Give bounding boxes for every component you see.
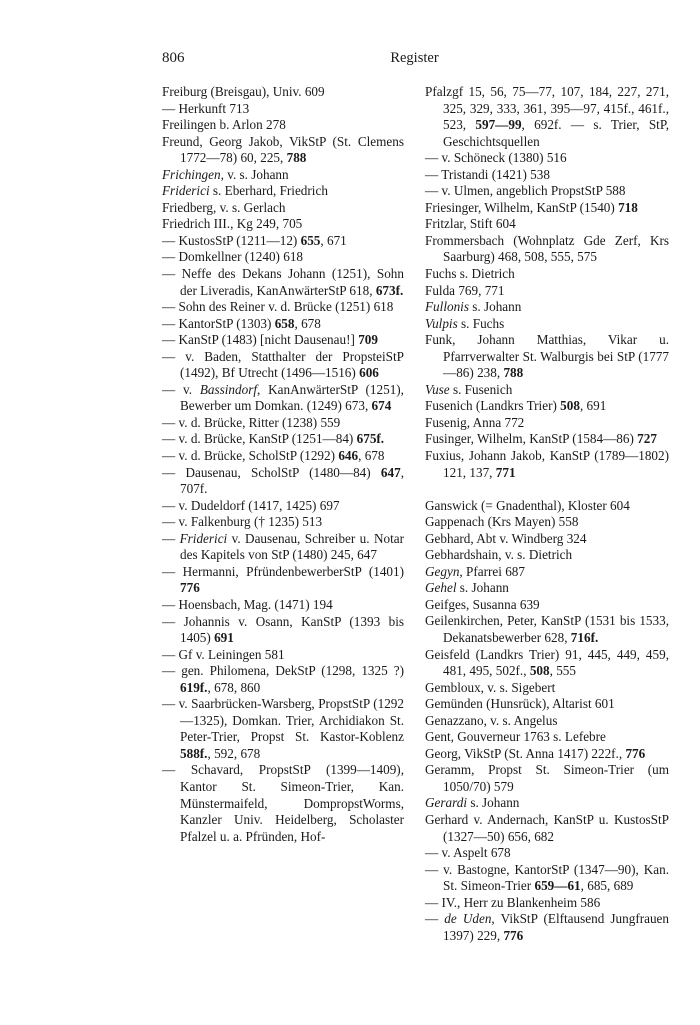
index-entry: — Tristandi (1421) 538 xyxy=(425,166,550,182)
index-entry: Geilenkirchen, Peter, KanStP (1531 bis 1533, Dekanatsbewerber 628, 716f. xyxy=(425,613,669,645)
index-entry: Gappenach (Krs Mayen) 558 xyxy=(425,514,579,530)
index-entry: Vulpis s. Fuchs xyxy=(425,315,505,331)
index-entry: Freund, Georg Jakob, VikStP (St. Clemens 1772—78) 60, 225, 788 xyxy=(162,133,404,166)
index-entry: — Friderici v. Dausenau, Schreiber u. Notar des Kapitels von StP (1480) 245, 647 xyxy=(162,530,404,563)
index-entry: — Neffe des Dekans Johann (1251), Sohn der Liveradis, KanAnwärterStP 618, 673f. xyxy=(162,266,404,298)
index-entry: — gen. Philomena, DekStP (1298, 1325 ?) 619f., 678, 860 xyxy=(162,663,404,695)
index-entry: Frichingen, v. s. Johann xyxy=(162,166,289,182)
index-entry: — v. Dudeldorf (1417, 1425) 697 xyxy=(162,497,340,513)
index-entry: — v. d. Brücke, KanStP (1251—84) 675f. xyxy=(162,431,385,447)
index-entry: Fusinger, Wilhelm, KanStP (1584—86) 727 xyxy=(425,431,657,447)
index-entry: Gehel s. Johann xyxy=(425,580,509,596)
page-number: 806 xyxy=(162,50,185,66)
index-entry: Vuse s. Fusenich xyxy=(425,381,513,397)
index-entry: — de Uden, VikStP (Elftausend Jungfrauen 1397) 229, 776 xyxy=(425,911,669,943)
index-entry: Gent, Gouverneur 1763 s. Lefebre xyxy=(425,729,606,745)
index-entry: — Schavard, PropstStP (1399—1409), Kantor St. Simeon-Trier, Kan. Münstermaifeld, DompropstWorms, Kanzler Univ. Heidelberg, Scholaster Pfalzel u. a. Pfründen, Hof- xyxy=(162,762,404,844)
index-entry: — KantorStP (1303) 658, 678 xyxy=(162,315,321,331)
index-entry: Fusenig, Anna 772 xyxy=(425,414,525,430)
index-entry: — v. Falkenburg († 1235) 513 xyxy=(162,514,323,530)
index-entry: — KustosStP (1211—12) 655, 671 xyxy=(162,232,347,248)
index-entry: Gemünden (Hunsrück), Altarist 601 xyxy=(425,696,615,712)
index-entry: — IV., Herr zu Blankenheim 586 xyxy=(425,894,601,910)
index-entry: — Sohn des Reiner v. d. Brücke (1251) 618 xyxy=(162,299,394,315)
index-entry: Fritzlar, Stift 604 xyxy=(425,216,516,232)
index-entry: — Dausenau, ScholStP (1480—84) 647, 707f. xyxy=(162,464,404,497)
index-entry: Gerhard v. Andernach, KanStP u. KustosStP (1327—50) 656, 682 xyxy=(425,812,669,844)
index-entry: Friedrich III., Kg 249, 705 xyxy=(162,216,303,232)
index-entry: Gebhard, Abt v. Windberg 324 xyxy=(425,530,587,546)
index-entry: Gembloux, v. s. Sigebert xyxy=(425,679,556,695)
index-column-right xyxy=(425,84,669,944)
page-header xyxy=(162,50,667,72)
index-entry: Fullonis s. Johann xyxy=(425,299,522,315)
index-entry: Fulda 769, 771 xyxy=(425,282,505,298)
running-title: Register xyxy=(390,50,439,66)
index-entry: — Herkunft 713 xyxy=(162,100,250,116)
index-entry: Fusenich (Landkrs Trier) 508, 691 xyxy=(425,398,607,414)
index-entry: Gegyn, Pfarrei 687 xyxy=(425,563,525,579)
index-entry: Gebhardshain, v. s. Dietrich xyxy=(425,547,573,563)
index-entry: — v. Schöneck (1380) 516 xyxy=(425,150,567,166)
index-entry: — v. Bastogne, KantorStP (1347—90), Kan. St. Simeon-Trier 659—61, 685, 689 xyxy=(425,861,669,894)
index-entry: Gerardi s. Johann xyxy=(425,795,520,811)
index-entry: Freilingen b. Arlon 278 xyxy=(162,117,286,133)
index-entry: — Domkellner (1240) 618 xyxy=(162,249,304,265)
index-entry: — Gf v. Leiningen 581 xyxy=(162,646,285,662)
index-entry: Friderici s. Eberhard, Friedrich xyxy=(162,183,328,199)
index-entry: — v. Ulmen, angeblich PropstStP 588 xyxy=(425,183,626,199)
index-entry: — Hermanni, PfründenbewerberStP (1401) 776 xyxy=(162,563,404,596)
index-entry: — v. d. Brücke, ScholStP (1292) 646, 678 xyxy=(162,448,385,464)
index-entry: Funk, Johann Matthias, Vikar u. Pfarrverwalter St. Walburgis bei StP (1777—86) 238, 788 xyxy=(425,332,669,381)
index-entry: Ganswick (= Gnadenthal), Kloster 604 xyxy=(425,497,630,513)
index-entry: — v. d. Brücke, Ritter (1238) 559 xyxy=(162,414,341,430)
index-entry: Geifges, Susanna 639 xyxy=(425,596,540,612)
index-entry: Fuchs s. Dietrich xyxy=(425,266,515,282)
index-entry: — v. Baden, Statthalter der PropsteiStP (1492), Bf Utrecht (1496—1516) 606 xyxy=(162,348,404,381)
index-entry: — Johannis v. Osann, KanStP (1393 bis 1405) 691 xyxy=(162,613,404,646)
index-entry: Genazzano, v. s. Angelus xyxy=(425,712,558,728)
index-entry: — v. Saarbrücken-Warsberg, PropstStP (1292—1325), Domkan. Trier, Archidiakon St. Peter-Trier, Propst St. Kastor-Koblenz 588f., 592, 678 xyxy=(162,696,404,761)
index-entry: Pfalzgf 15, 56, 75—77, 107, 184, 227, 271, 325, 329, 333, 361, 395—97, 415f., 461f., 523, 597—99, 692f. — s. Trier, StP, Geschichtsquellen xyxy=(425,84,669,149)
section-gap xyxy=(425,481,669,498)
index-entry: — v. Aspelt 678 xyxy=(425,845,511,861)
index-entry: Freiburg (Breisgau), Univ. 609 xyxy=(162,84,325,99)
index-entry: Georg, VikStP (St. Anna 1417) 222f., 776 xyxy=(425,745,646,761)
index-entry: Frommersbach (Wohnplatz Gde Zerf, Krs Saarburg) 468, 508, 555, 575 xyxy=(425,232,669,265)
index-entry: — v. Bassindorf, KanAnwärterStP (1251), Bewerber um Domkan. (1249) 673, 674 xyxy=(162,381,404,414)
index-entry: Friesinger, Wilhelm, KanStP (1540) 718 xyxy=(425,199,638,215)
index-entry: Fuxius, Johann Jakob, KanStP (1789—1802) 121, 137, 771 xyxy=(425,448,669,480)
index-entry: — KanStP (1483) [nicht Dausenau!] 709 xyxy=(162,332,378,348)
index-entry: — Hoensbach, Mag. (1471) 194 xyxy=(162,596,333,612)
index-entry: Geisfeld (Landkrs Trier) 91, 445, 449, 459, 481, 495, 502f., 508, 555 xyxy=(425,646,669,679)
index-entry: Geramm, Propst St. Simeon-Trier (um 1050/70) 579 xyxy=(425,762,669,794)
index-entry: Friedberg, v. s. Gerlach xyxy=(162,199,286,215)
index-column-left xyxy=(162,84,404,845)
